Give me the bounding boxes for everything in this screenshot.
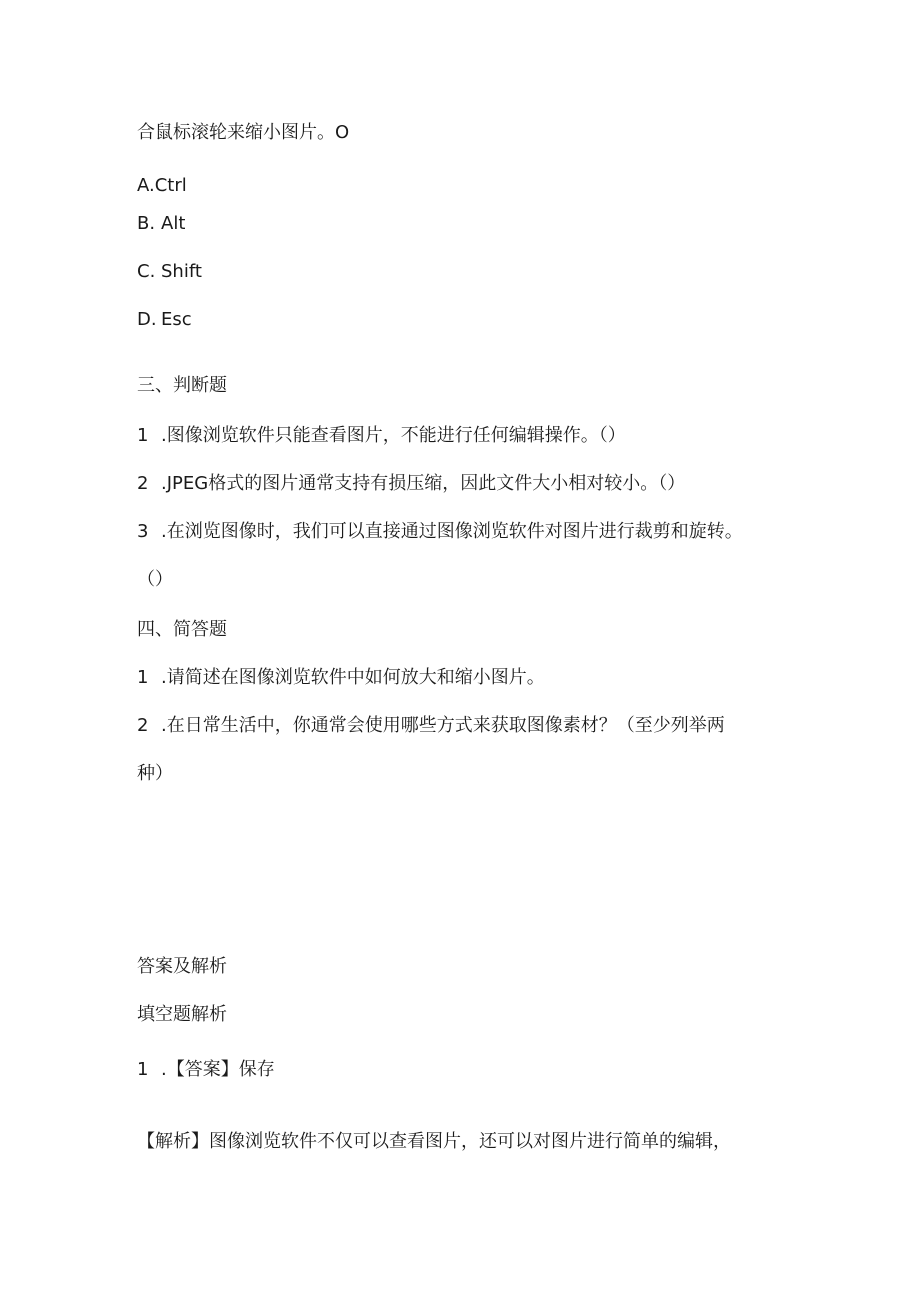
short-answer-item-1 [137, 666, 545, 690]
option-b-label: B. [137, 213, 156, 234]
answer-item-1 [137, 1058, 275, 1082]
short-answer-item-2-continued: 种） [137, 763, 173, 784]
option-c [137, 260, 202, 284]
item-text: .请简述在图像浏览软件中如何放大和缩小图片。 [161, 667, 545, 688]
item-text: .图像浏览软件只能查看图片，不能进行任何编辑操作。（） [161, 425, 626, 446]
item-text: .【答案】保存 [161, 1059, 275, 1080]
item-number: 3 [137, 521, 149, 542]
item-text: .在日常生活中，你通常会使用哪些方式来获取图像素材？（至少列举两 [161, 715, 725, 736]
item-number: 1 [137, 425, 149, 446]
section-judgment-title: 三、判断题 [137, 375, 227, 396]
option-d-text: Esc [161, 309, 192, 330]
item-number: 1 [137, 1059, 149, 1080]
option-b-text: Alt [161, 213, 186, 234]
judgment-item-3 [137, 520, 743, 544]
judgment-item-2 [137, 472, 685, 496]
option-c-label: C. [137, 261, 156, 282]
option-d [137, 308, 192, 332]
option-c-text: Shift [161, 261, 202, 282]
option-a: A.Ctrl [137, 175, 187, 196]
answers-title: 答案及解析 [137, 956, 227, 977]
item-number: 2 [137, 473, 149, 494]
item-text: .JPEG格式的图片通常支持有损压缩，因此文件大小相对较小。（） [161, 473, 686, 494]
judgment-item-1 [137, 424, 626, 448]
item-text: .在浏览图像时，我们可以直接通过图像浏览软件对图片进行裁剪和旋转。 [161, 521, 743, 542]
item-number: 1 [137, 667, 149, 688]
section-short-answer-title: 四、简答题 [137, 619, 227, 640]
option-d-label: D. [137, 309, 157, 330]
item-number: 2 [137, 715, 149, 736]
option-b [137, 212, 185, 236]
answer-explanation-1: 【解析】图像浏览软件不仅可以查看图片，还可以对图片进行简单的编辑， [137, 1131, 731, 1152]
short-answer-item-2 [137, 714, 725, 738]
fill-blank-analysis-title: 填空题解析 [137, 1004, 227, 1025]
question-tail: 合鼠标滚轮来缩小图片。O [137, 122, 350, 143]
judgment-item-3-continued: （） [137, 569, 173, 590]
